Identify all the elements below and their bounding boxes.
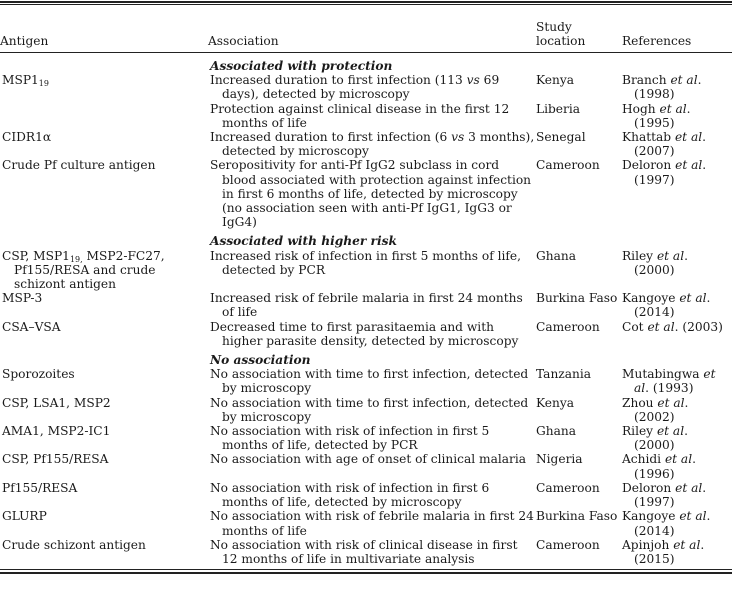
association-text: Increased risk of febrile malaria in first 24 months of life xyxy=(210,291,523,320)
reference-author: Hogh xyxy=(622,101,656,116)
reference-tail: et al. (2000) xyxy=(634,424,688,453)
top-rule-inner xyxy=(0,4,732,5)
table-row xyxy=(0,538,732,566)
reference-tail: et al. (1995) xyxy=(634,101,691,130)
section-title: Associated with protection xyxy=(210,59,393,73)
antigen-name: Crude Pf culture antigen xyxy=(2,158,156,173)
reference-tail: et al. (2007) xyxy=(634,130,706,159)
header-study-location: Study location xyxy=(536,19,586,48)
table-row xyxy=(0,102,732,130)
reference-author: Riley xyxy=(622,424,654,439)
study-location: Cameroon xyxy=(536,480,600,495)
antigen-cell xyxy=(0,291,208,319)
antigen-name: CSP, Pf155/RESA xyxy=(2,452,109,467)
antigen-association-table xyxy=(0,8,732,566)
header-row xyxy=(0,8,732,53)
reference-tail: et al. (2002) xyxy=(634,395,689,424)
antigen-cell xyxy=(0,320,208,348)
study-location: Cameroon xyxy=(536,537,600,552)
reference-author: Zhou xyxy=(622,395,654,410)
section-title: Associated with higher risk xyxy=(210,234,397,249)
association-text: No association with risk of clinical disease in first 12 months of life in multivariate analysis xyxy=(210,537,518,566)
table-row xyxy=(0,452,732,480)
table-row xyxy=(0,158,732,229)
study-location: Liberia xyxy=(536,101,580,116)
antigen-cell xyxy=(0,396,208,424)
reference-author: Kangoye xyxy=(622,291,676,306)
reference-tail: et al. (2014) xyxy=(634,509,711,538)
antigen-name: GLURP xyxy=(2,509,47,524)
study-location: Ghana xyxy=(536,248,576,263)
antigen-name: CSA–VSA xyxy=(2,319,61,334)
reference-author: Deloron xyxy=(622,480,672,495)
section-header-row xyxy=(0,54,732,73)
reference-author: Kangoye xyxy=(622,509,676,524)
association-text: Increased risk of infection in first 5 months of life, detected by PCR xyxy=(210,248,522,277)
reference-author: Riley xyxy=(622,248,654,263)
antigen-cell xyxy=(0,452,208,480)
table-row xyxy=(0,320,732,348)
study-location: Kenya xyxy=(536,73,574,88)
antigen-name: CSP, LSA1, MSP2 xyxy=(2,395,111,410)
antigen-cell xyxy=(0,538,208,566)
bottom-rule xyxy=(0,569,732,570)
table-row xyxy=(0,73,732,101)
antigen-name: MSP1 xyxy=(2,73,39,88)
antigen-cell xyxy=(0,102,208,130)
study-location: Tanzania xyxy=(536,367,591,382)
antigen-name: AMA1, MSP2-IC1 xyxy=(2,424,111,439)
reference-tail: et al. (2014) xyxy=(634,291,711,320)
antigen-name: Crude schizont antigen xyxy=(2,537,146,552)
reference-tail: et al. (1998) xyxy=(634,73,702,102)
bottom-rule-outer xyxy=(0,572,732,574)
table-row xyxy=(0,396,732,424)
antigen-name: CSP, MSP1 xyxy=(2,248,70,263)
table-row xyxy=(0,509,732,537)
reference-tail: et al. (1996) xyxy=(634,452,696,481)
association-text: No association with risk of infection in first 6 months of life, detected by microscopy xyxy=(210,480,490,510)
antigen-subscript: 19 xyxy=(38,79,49,89)
association-text: Protection against clinical disease in the first 12 months of life xyxy=(210,101,510,130)
study-location: Senegal xyxy=(536,130,586,145)
antigen-cell xyxy=(0,424,208,452)
reference-author: Cot xyxy=(622,319,644,334)
reference-tail: et al. (1997) xyxy=(634,158,707,187)
study-location: Nigeria xyxy=(536,452,583,467)
reference-author: Deloron xyxy=(622,158,672,173)
antigen-name: CIDR1α xyxy=(2,130,52,145)
study-location: Cameroon xyxy=(536,319,600,334)
table-row xyxy=(0,130,732,158)
reference-tail: et al. (1997) xyxy=(634,480,707,510)
association-text: No association with risk of febrile malaria in first 24 months of life xyxy=(210,509,534,538)
table-row xyxy=(0,249,732,292)
association-text: Seropositivity for anti-Pf IgG2 subclass in cord blood associated with protection against infection in first 6 months of life, detected by microscopy (no association seen with anti-Pf IgG1, IgG3 or IgG4) xyxy=(210,158,532,230)
association-text: Increased duration to first infection (113 vs 69 days), detected by microscopy xyxy=(210,73,500,102)
antigen-cell xyxy=(0,130,208,158)
study-location: Ghana xyxy=(536,424,576,439)
reference-author: Mutabingwa xyxy=(622,367,700,382)
reference-tail: et al. (2000) xyxy=(634,248,688,277)
reference-tail: et al. (2015) xyxy=(634,537,705,566)
header-association: Association xyxy=(208,33,279,48)
study-location: Kenya xyxy=(536,395,574,410)
association-text: No association with risk of infection in first 5 months of life, detected by PCR xyxy=(210,424,490,453)
study-location: Burkina Faso xyxy=(536,509,618,524)
reference-author: Khattab xyxy=(622,130,672,145)
antigen-name: MSP-3 xyxy=(2,291,43,306)
reference-author: Achidi xyxy=(622,452,662,467)
section-title: No association xyxy=(210,353,311,368)
antigen-cell xyxy=(0,509,208,537)
antigen-cell xyxy=(0,367,208,395)
table-body xyxy=(0,54,732,566)
study-location: Burkina Faso xyxy=(536,291,618,306)
antigen-cell xyxy=(0,158,208,229)
antigen-name: Pf155/RESA xyxy=(2,480,78,495)
section-header-row xyxy=(0,348,732,367)
association-text: No association with time to first infection, detected by microscopy xyxy=(210,367,529,396)
table-row xyxy=(0,481,732,509)
table-row xyxy=(0,367,732,395)
association-text: No association with time to first infection, detected by microscopy xyxy=(210,395,529,424)
association-text: Increased duration to first infection (6 vs 3 months), detected by microscopy xyxy=(210,130,535,159)
section-header-row xyxy=(0,229,732,248)
antigen-subscript: 19, xyxy=(69,254,83,264)
association-text: No association with age of onset of clinical malaria xyxy=(210,452,527,467)
top-rule xyxy=(0,1,732,3)
antigen-cell xyxy=(0,73,208,101)
antigen-name: Sporozoites xyxy=(2,367,75,382)
antigen-cell xyxy=(0,481,208,509)
antigen-name-rest: MSP2-FC27, Pf155/RESA and crude schizont antigen xyxy=(14,248,165,292)
reference-author: Apinjoh xyxy=(622,537,670,552)
reference-tail: et al. (2003) xyxy=(647,319,723,334)
reference-tail: et al. (1993) xyxy=(634,367,716,396)
header-antigen: Antigen xyxy=(0,33,49,48)
reference-author: Branch xyxy=(622,73,667,88)
association-text: Decreased time to first parasitaemia and with higher parasite density, detected by microscopy xyxy=(210,319,519,348)
header-references: References xyxy=(622,33,692,48)
table-row xyxy=(0,291,732,319)
antigen-cell xyxy=(0,249,208,292)
study-location: Cameroon xyxy=(536,158,600,173)
table-row xyxy=(0,424,732,452)
